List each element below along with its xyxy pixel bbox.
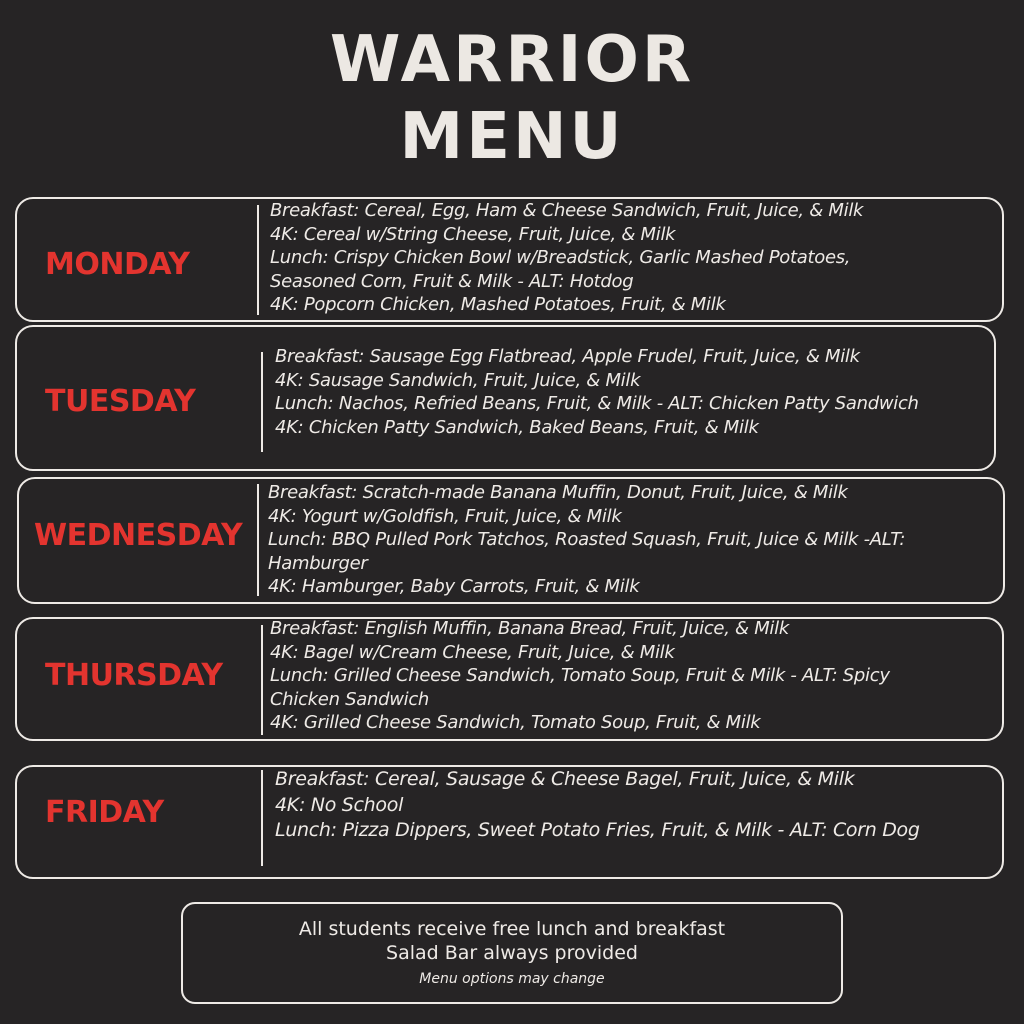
monday-divider bbox=[257, 205, 259, 315]
menu-line: Lunch: Nachos, Refried Beans, Fruit, & Milk - ALT: Chicken Patty Sandwich bbox=[275, 393, 919, 414]
menu-line: 4K: Grilled Cheese Sandwich, Tomato Soup, Fruit, & Milk bbox=[270, 712, 761, 733]
menu-line: 4K: Hamburger, Baby Carrots, Fruit, & Milk bbox=[268, 576, 640, 597]
menu-line: Lunch: Grilled Cheese Sandwich, Tomato Soup, Fruit & Milk - ALT: Spicy bbox=[270, 665, 890, 686]
free-meals-note: All students receive free lunch and breakfast bbox=[298, 918, 726, 940]
tuesday-divider bbox=[261, 352, 263, 452]
menu-line: 4K: Yogurt w/Goldfish, Fruit, Juice, & Milk bbox=[268, 505, 622, 527]
menu-line: Breakfast: English Muffin, Banana Bread, Fruit, Juice, & Milk bbox=[270, 618, 789, 639]
menu-line: Seasoned Corn, Fruit & Milk - ALT: Hotdog bbox=[270, 270, 634, 292]
notes-box bbox=[181, 902, 843, 1004]
monday-label: MONDAY bbox=[45, 247, 190, 282]
wednesday-label: WEDNESDAY bbox=[34, 518, 243, 553]
thursday-menu-items bbox=[270, 617, 890, 735]
menu-line: Breakfast: Sausage Egg Flatbread, Apple Frudel, Fruit, Juice, & Milk bbox=[275, 346, 860, 367]
tuesday-menu-items bbox=[275, 345, 919, 439]
friday-menu-items bbox=[275, 767, 920, 844]
menu-line: Lunch: Pizza Dippers, Sweet Potato Fries, Fruit, & Milk - ALT: Corn Dog bbox=[275, 819, 920, 841]
wednesday-divider bbox=[257, 484, 259, 596]
friday-divider bbox=[261, 770, 263, 866]
menu-line: Breakfast: Cereal, Sausage & Cheese Bagel, Fruit, Juice, & Milk bbox=[275, 768, 855, 790]
thursday-label: THURSDAY bbox=[45, 658, 223, 693]
friday-label: FRIDAY bbox=[45, 795, 164, 830]
menu-line: 4K: Cereal w/String Cheese, Fruit, Juice, & Milk bbox=[270, 223, 676, 245]
menu-line: 4K: Chicken Patty Sandwich, Baked Beans, Fruit, & Milk bbox=[275, 416, 759, 438]
menu-line: Breakfast: Scratch-made Banana Muffin, Donut, Fruit, Juice, & Milk bbox=[268, 482, 848, 503]
menu-line: 4K: No School bbox=[275, 793, 404, 816]
menu-line: Hamburger bbox=[268, 552, 368, 574]
wednesday-menu-items bbox=[268, 481, 905, 599]
menu-change-note: Menu options may change bbox=[419, 971, 605, 987]
menu-line: 4K: Bagel w/Cream Cheese, Fruit, Juice, & Milk bbox=[270, 641, 675, 663]
menu-line: Breakfast: Cereal, Egg, Ham & Cheese Sandwich, Fruit, Juice, & Milk bbox=[270, 200, 864, 221]
menu-line: Lunch: Crispy Chicken Bowl w/Breadstick, Garlic Mashed Potatoes, bbox=[270, 247, 851, 268]
monday-menu-items bbox=[270, 199, 863, 317]
menu-title-line-1: WARRIOR bbox=[329, 23, 695, 97]
menu-line: 4K: Popcorn Chicken, Mashed Potatoes, Fruit, & Milk bbox=[270, 294, 726, 315]
menu-line: Chicken Sandwich bbox=[270, 688, 430, 710]
menu-line: Lunch: BBQ Pulled Pork Tatchos, Roasted Squash, Fruit, Juice & Milk -ALT: bbox=[268, 529, 906, 550]
salad-bar-note: Salad Bar always provided bbox=[386, 942, 638, 964]
thursday-divider bbox=[261, 625, 263, 735]
menu-line: 4K: Sausage Sandwich, Fruit, Juice, & Milk bbox=[275, 369, 641, 391]
tuesday-label: TUESDAY bbox=[45, 384, 196, 419]
menu-title-line-2: MENU bbox=[399, 100, 625, 174]
